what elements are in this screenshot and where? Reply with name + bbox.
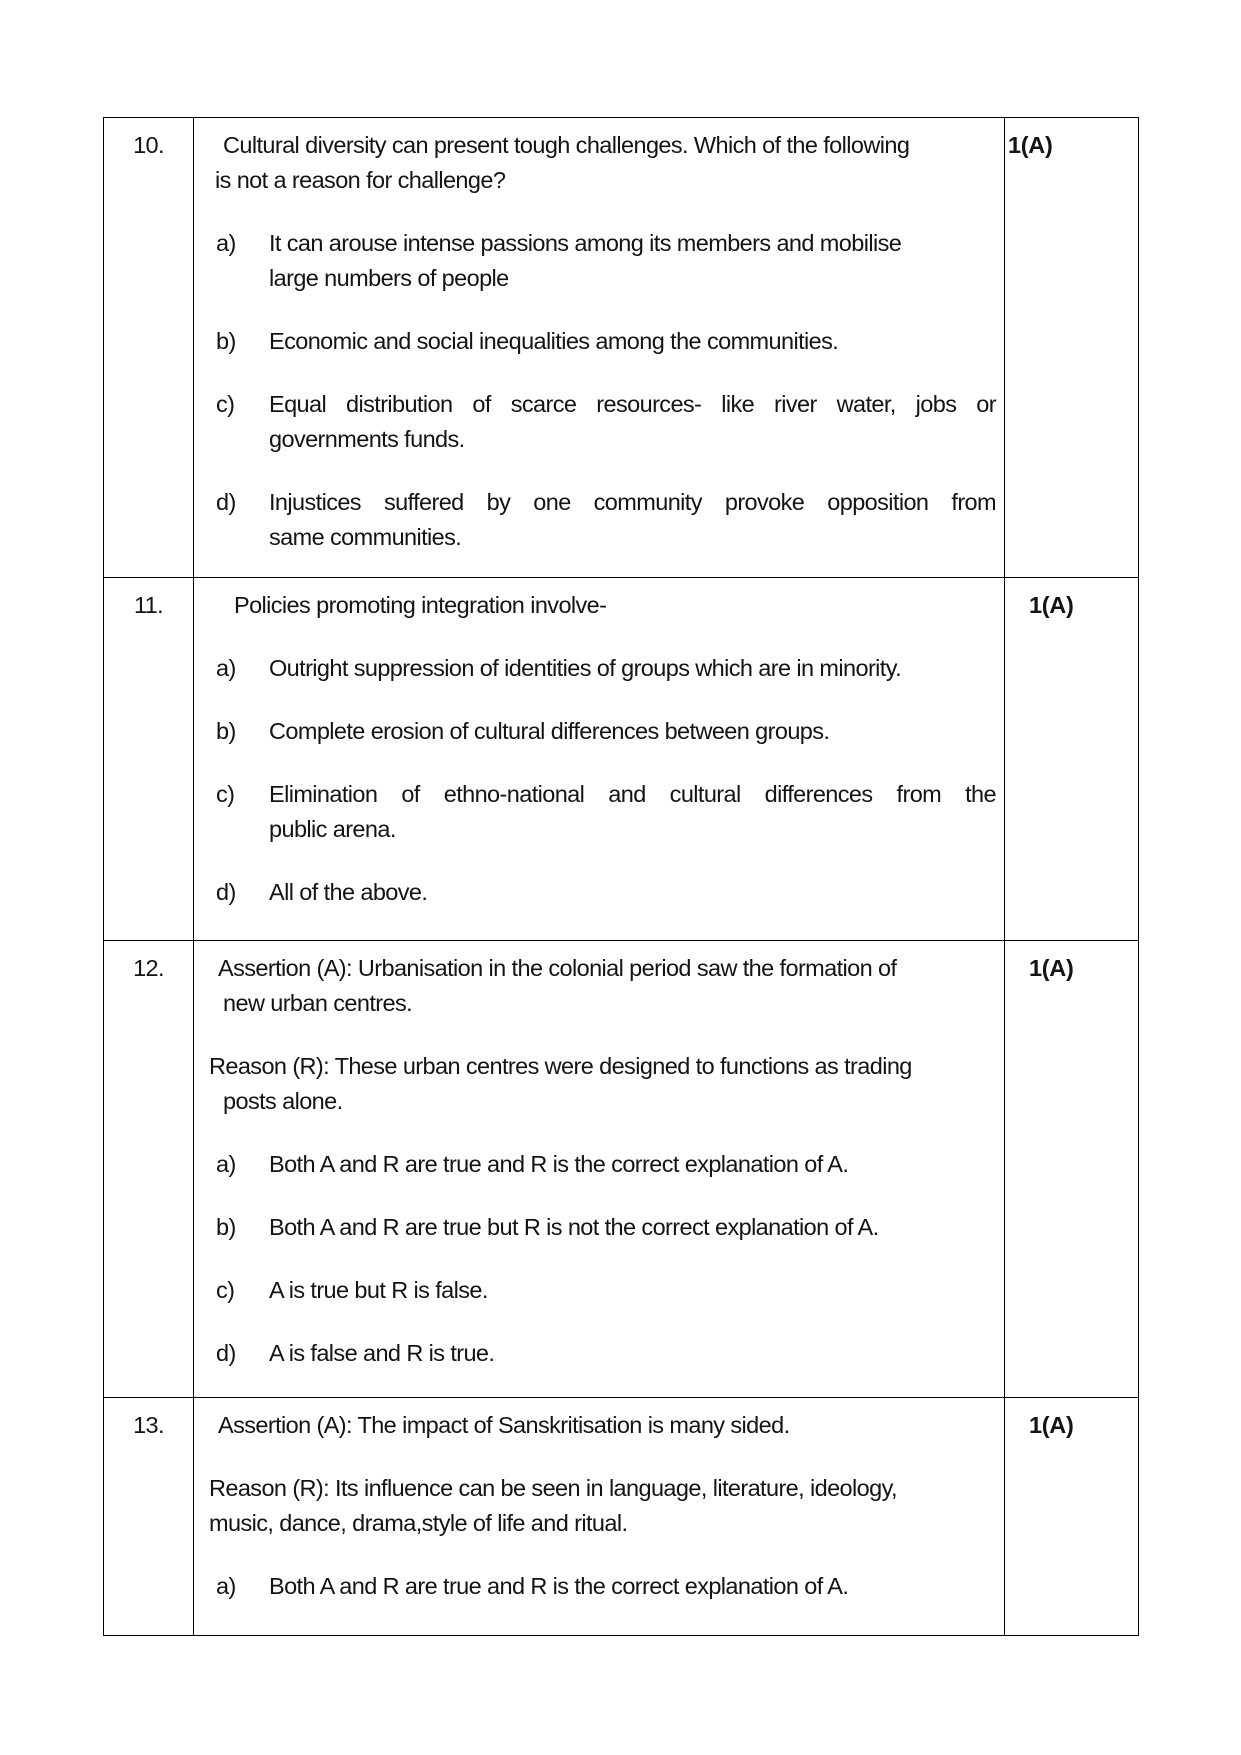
- option: [209, 1336, 996, 1371]
- option-label: c): [216, 1277, 235, 1303]
- questions-table: [103, 117, 1139, 1636]
- option-label: c): [216, 391, 235, 417]
- option-label: c): [216, 781, 235, 807]
- option-line: It can arouse intense passions among its members and mobilise: [269, 230, 902, 256]
- option-text: [269, 714, 996, 749]
- marks-cell: [1005, 118, 1139, 578]
- question-number: 11.: [133, 592, 164, 618]
- option-text: [269, 777, 996, 847]
- question-line: posts alone.: [223, 1088, 343, 1114]
- marks-cell: [1005, 578, 1139, 941]
- question-paragraph: [209, 1049, 996, 1119]
- option-line: Both A and R are true but R is not the correct explanation of A.: [269, 1214, 879, 1240]
- option-label: b): [216, 718, 236, 744]
- option: [209, 651, 996, 686]
- marks-value: 1(A): [1029, 1412, 1074, 1438]
- question-paragraph: [209, 588, 996, 623]
- question-line: new urban centres.: [223, 990, 413, 1016]
- questions-table-body: [104, 118, 1139, 1636]
- option: [209, 1569, 996, 1604]
- option-text: [269, 1210, 996, 1245]
- question-paragraph: [209, 128, 996, 198]
- option: [209, 875, 996, 910]
- option-label: a): [216, 1573, 236, 1599]
- option-line: A is false and R is true.: [269, 1340, 495, 1366]
- question-row: [104, 941, 1139, 1398]
- option: [209, 1273, 996, 1308]
- question-row: [104, 118, 1139, 578]
- question-cell: [194, 941, 1005, 1398]
- marks-value: 1(A): [1029, 592, 1074, 618]
- option-text: [269, 1569, 996, 1604]
- question-line: Cultural diversity can present tough challenges. Which of the following: [223, 132, 910, 158]
- option-label: d): [216, 1340, 236, 1366]
- question-cell: [194, 1398, 1005, 1636]
- option-line: Elimination of ethno-national and cultural differences from the: [269, 781, 996, 807]
- question-line: Assertion (A): Urbanisation in the colonial period saw the formation of: [218, 955, 897, 981]
- option-label: b): [216, 1214, 236, 1240]
- option-line: Injustices suffered by one community provoke opposition from: [269, 489, 996, 515]
- option: [209, 1147, 996, 1182]
- option-line: same communities.: [269, 524, 462, 550]
- question-number: 10.: [133, 132, 164, 158]
- option-label: b): [216, 328, 236, 354]
- option-label: a): [216, 230, 236, 256]
- question-cell: [194, 118, 1005, 578]
- question-paragraph: [209, 951, 996, 1021]
- marks-cell: [1005, 941, 1139, 1398]
- option: [209, 714, 996, 749]
- marks-cell: [1005, 1398, 1139, 1636]
- option-text: [269, 485, 996, 555]
- question-line: music, dance, drama,style of life and ritual.: [209, 1510, 628, 1536]
- option-line: Economic and social inequalities among the communities.: [269, 328, 839, 354]
- question-row: [104, 1398, 1139, 1636]
- question-number-cell: [104, 941, 194, 1398]
- option-line: Both A and R are true and R is the correct explanation of A.: [269, 1151, 849, 1177]
- option: [209, 777, 996, 847]
- option-line: Complete erosion of cultural differences between groups.: [269, 718, 830, 744]
- option-text: [269, 1147, 996, 1182]
- option-label: d): [216, 879, 236, 905]
- option-text: [269, 1273, 996, 1308]
- option-label: a): [216, 1151, 236, 1177]
- option-text: [269, 651, 996, 686]
- option-text: [269, 226, 996, 296]
- option: [209, 1210, 996, 1245]
- option-line: Equal distribution of scarce resources- like river water, jobs or: [269, 391, 996, 417]
- marks-value: 1(A): [1008, 132, 1053, 158]
- option-text: [269, 324, 996, 359]
- question-number-cell: [104, 118, 194, 578]
- question-number: 13.: [133, 1412, 164, 1438]
- question-line: Reason (R): Its influence can be seen in language, literature, ideology,: [209, 1475, 897, 1501]
- question-line: is not a reason for challenge?: [215, 167, 506, 193]
- option-line: Both A and R are true and R is the correct explanation of A.: [269, 1573, 849, 1599]
- option-text: [269, 875, 996, 910]
- question-line: Assertion (A): The impact of Sanskritisation is many sided.: [218, 1412, 790, 1438]
- question-number-cell: [104, 578, 194, 941]
- question-number: 12.: [133, 955, 164, 981]
- option-line: A is true but R is false.: [269, 1277, 488, 1303]
- option-label: a): [216, 655, 236, 681]
- question-line: Policies promoting integration involve-: [234, 592, 607, 618]
- question-number-cell: [104, 1398, 194, 1636]
- option-text: [269, 387, 996, 457]
- option: [209, 485, 996, 555]
- option-line: Outright suppression of identities of groups which are in minority.: [269, 655, 902, 681]
- option-line: large numbers of people: [269, 265, 509, 291]
- option: [209, 324, 996, 359]
- question-row: [104, 578, 1139, 941]
- question-paragraph: [209, 1408, 996, 1443]
- question-paragraph: [209, 1471, 996, 1541]
- option-line: All of the above.: [269, 879, 428, 905]
- marks-value: 1(A): [1029, 955, 1074, 981]
- question-cell: [194, 578, 1005, 941]
- option-label: d): [216, 489, 236, 515]
- option-text: [269, 1336, 996, 1371]
- option-line: public arena.: [269, 816, 396, 842]
- option: [209, 387, 996, 457]
- option-line: governments funds.: [269, 426, 465, 452]
- option: [209, 226, 996, 296]
- question-line: Reason (R): These urban centres were designed to functions as trading: [209, 1053, 912, 1079]
